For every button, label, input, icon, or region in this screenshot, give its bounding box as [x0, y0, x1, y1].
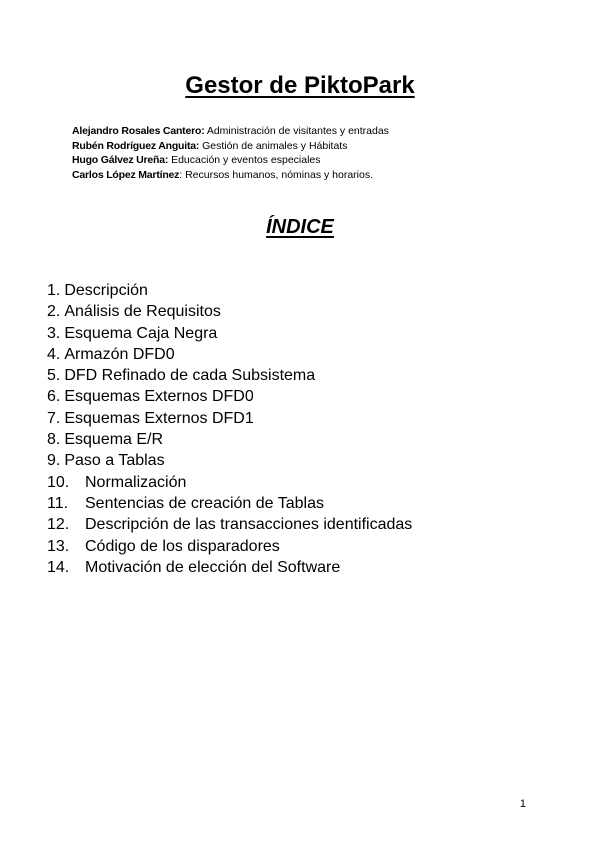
author-name: Hugo Gálvez Ureña: [72, 154, 169, 166]
toc-label: Esquema Caja Negra [64, 324, 218, 342]
toc-item [47, 280, 412, 301]
toc-item [47, 472, 412, 493]
toc-item [47, 301, 412, 322]
author-list [72, 124, 389, 182]
toc-label: Armazón DFD0 [64, 345, 175, 363]
author-name: Alejandro Rosales Cantero: [72, 125, 205, 137]
toc-number: 9. [47, 452, 61, 470]
toc-label: Esquemas Externos DFD0 [64, 388, 254, 406]
author-role: Administración de visitantes y entradas [204, 125, 389, 137]
author-role: Gestión de animales y Hábitats [199, 139, 348, 152]
toc-item [47, 514, 412, 535]
toc-number: 7. [47, 409, 61, 427]
toc-number: 11. [47, 494, 69, 512]
toc-item [47, 557, 412, 578]
author-item [72, 153, 389, 168]
toc-item [47, 365, 412, 386]
toc-number: 4. [47, 345, 61, 363]
toc-item [47, 386, 412, 407]
toc-item [47, 493, 412, 514]
author-name: Rubén Rodríguez Anguita: [72, 139, 200, 152]
toc-item [47, 450, 412, 471]
index-title: ÍNDICE [266, 216, 334, 238]
toc-number: 6. [47, 388, 61, 406]
toc-label: Análisis de Requisitos [64, 303, 221, 321]
author-item [72, 168, 389, 183]
toc-number: 12. [47, 516, 70, 534]
toc-label: Sentencias de creación de Tablas [85, 494, 324, 512]
toc-label: Descripción [64, 282, 148, 299]
toc-number: 14. [47, 558, 70, 576]
toc-label: Motivación de elección del Software [85, 558, 341, 576]
toc-label: Esquema E/R [64, 431, 164, 449]
toc-number: 10. [47, 473, 70, 491]
toc-label: Paso a Tablas [64, 452, 165, 470]
toc-number: 8. [47, 431, 61, 449]
toc-number: 2. [47, 303, 61, 321]
toc-number: 1. [47, 282, 61, 299]
toc-item [47, 323, 412, 344]
author-item [72, 124, 389, 139]
document-title: Gestor de PiktoPark [185, 72, 415, 99]
author-item [72, 139, 389, 154]
toc-label: DFD Refinado de cada Subsistema [64, 367, 316, 385]
toc-item [47, 344, 412, 365]
author-role: : Recursos humanos, nóminas y horarios. [179, 168, 374, 181]
author-role: Educación y eventos especiales [168, 154, 321, 166]
toc-number: 13. [47, 537, 70, 555]
toc-label: Código de los disparadores [85, 537, 280, 555]
author-name: Carlos López Martínez [72, 168, 180, 181]
toc-label: Normalización [85, 473, 187, 491]
table-of-contents [47, 280, 412, 578]
toc-number: 3. [47, 324, 61, 342]
toc-item [47, 408, 412, 429]
toc-item [47, 429, 412, 450]
toc-label: Descripción de las transacciones identificadas [85, 516, 413, 534]
toc-item [47, 536, 412, 557]
toc-number: 5. [47, 367, 61, 385]
page-number: 1 [519, 798, 526, 810]
toc-label: Esquemas Externos DFD1 [64, 409, 254, 427]
